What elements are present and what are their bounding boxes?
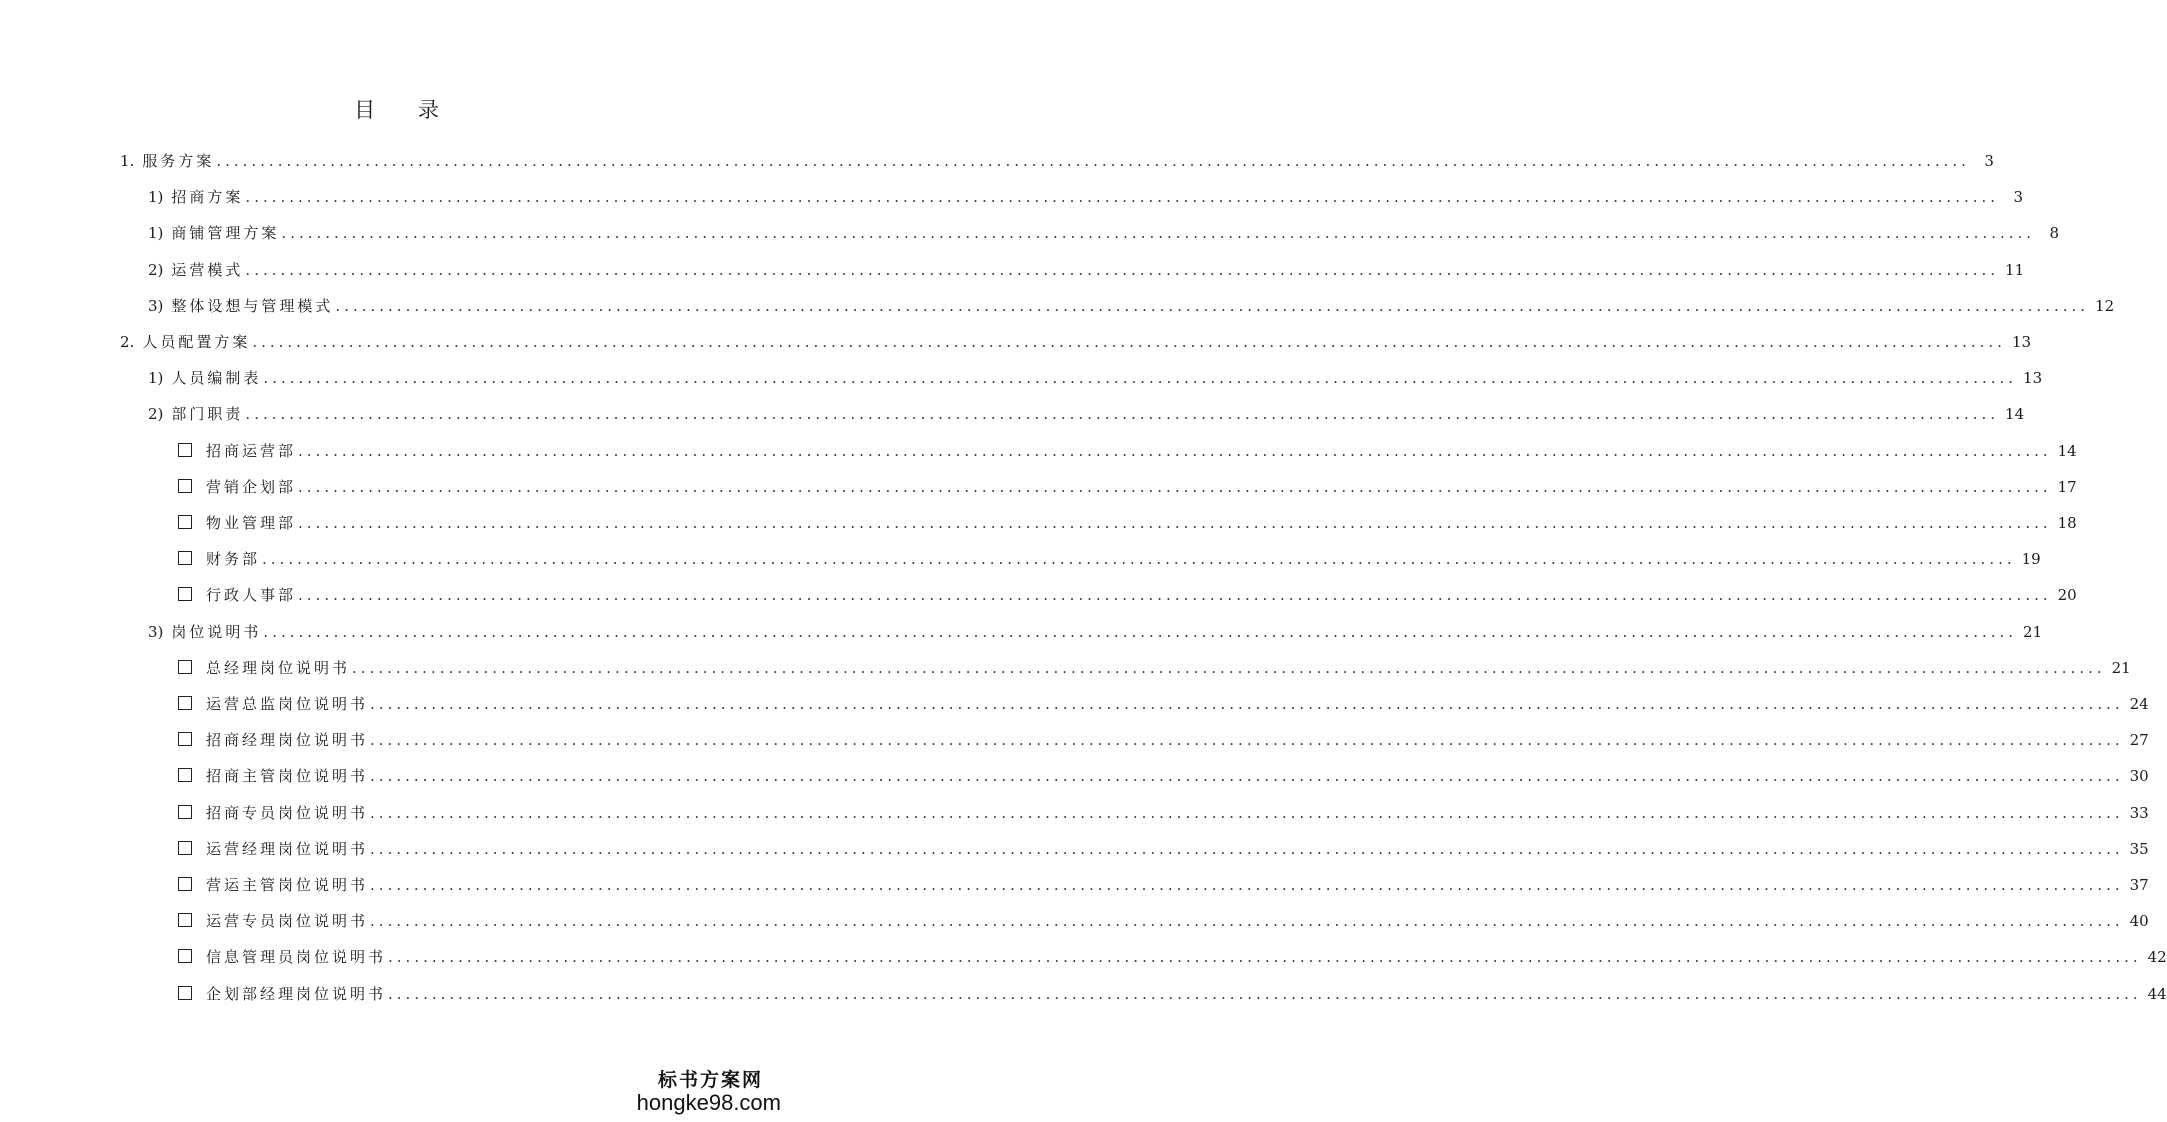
- toc-entry-page: 21: [2023, 622, 2043, 641]
- toc-entry-label: 信息管理员岗位说明书: [206, 948, 387, 967]
- toc-entry-page: 17: [2057, 477, 2077, 496]
- watermark-en: hongke98.com: [636, 1090, 781, 1115]
- toc-entry-page: 30: [2129, 767, 2149, 786]
- checkbox-bullet-icon: [178, 768, 192, 782]
- toc-leader-dots: ........................................................................................................................................................................................................: [245, 188, 2000, 207]
- toc-entry-label: 人员配置方案: [142, 333, 251, 351]
- toc-entry[interactable]: [178, 979, 2167, 1009]
- toc-leader-dots: ........................................................................................................................................................................................................: [352, 658, 2106, 677]
- toc-leader-dots: ........................................................................................................................................................................................................: [298, 514, 2052, 532]
- toc-entry-label: 财务部: [206, 550, 261, 569]
- toc-entry-label: 招商主管岗位说明书: [206, 767, 369, 786]
- toc-entry[interactable]: [178, 580, 2077, 610]
- toc-entry-page: 20: [2057, 586, 2077, 605]
- toc-entry-number: 3): [148, 296, 164, 315]
- toc-entry-page: 21: [2111, 658, 2131, 677]
- toc-entry[interactable]: [148, 218, 2060, 248]
- toc-entry[interactable]: [178, 689, 2149, 719]
- toc-entry-page: 18: [2057, 514, 2077, 532]
- toc-leader-dots: ........................................................................................................................................................................................................: [298, 441, 2052, 460]
- toc-entry-page: 8: [2049, 224, 2060, 243]
- toc-entry-number: 2): [148, 405, 164, 424]
- toc-entry[interactable]: [148, 399, 2025, 429]
- checkbox-bullet-icon: [178, 443, 192, 457]
- toc-entry-page: 3: [2013, 188, 2024, 207]
- toc-entry-page: 24: [2129, 695, 2149, 713]
- toc-entry-label: 企划部经理岗位说明书: [206, 984, 387, 1003]
- toc-entry[interactable]: [120, 146, 1994, 176]
- checkbox-bullet-icon: [178, 551, 192, 565]
- checkbox-bullet-icon: [178, 877, 192, 891]
- toc-entry-page: 14: [2005, 405, 2025, 424]
- toc-leader-dots: ........................................................................................................................................................................................................: [388, 984, 2142, 1003]
- toc-entry-page: 42: [2147, 948, 2167, 967]
- toc-entry-label: 物业管理部: [206, 514, 297, 532]
- toc-entry[interactable]: [178, 942, 2167, 972]
- toc-entry-page: 35: [2129, 839, 2149, 858]
- toc-entry-number: 2.: [120, 333, 135, 351]
- toc-entry-label: 营运主管岗位说明书: [206, 876, 369, 894]
- checkbox-bullet-icon: [178, 913, 192, 927]
- toc-leader-dots: ........................................................................................................................................................................................................: [245, 260, 2000, 279]
- toc-entry-label: 运营专员岗位说明书: [206, 912, 369, 931]
- toc-entry[interactable]: [178, 834, 2149, 864]
- toc-entry-page: 13: [2023, 369, 2043, 388]
- toc-leader-dots: ........................................................................................................................................................................................................: [298, 477, 2052, 496]
- toc-entry-page: 19: [2021, 550, 2041, 569]
- toc-leader-dots: ........................................................................................................................................................................................................: [216, 152, 1970, 170]
- toc-entry[interactable]: [178, 508, 2077, 538]
- checkbox-bullet-icon: [178, 696, 192, 710]
- toc-leader-dots: ........................................................................................................................................................................................................: [252, 333, 2006, 351]
- toc-entry-number: 1.: [120, 152, 135, 170]
- toc-entry-page: 33: [2129, 803, 2149, 822]
- toc-entry[interactable]: [148, 291, 2115, 321]
- toc-entry-label: 招商专员岗位说明书: [206, 803, 369, 822]
- toc-leader-dots: ........................................................................................................................................................................................................: [370, 695, 2124, 713]
- toc-leader-dots: ........................................................................................................................................................................................................: [281, 224, 2036, 243]
- watermark-cn: 标书方案网: [657, 1069, 763, 1091]
- toc-entry-label: 运营模式: [171, 260, 244, 279]
- checkbox-bullet-icon: [178, 949, 192, 963]
- toc-entry[interactable]: [148, 255, 2025, 285]
- toc-entry-label: 运营总监岗位说明书: [206, 695, 369, 713]
- toc-entry[interactable]: [148, 617, 2043, 647]
- checkbox-bullet-icon: [178, 732, 192, 746]
- toc-leader-dots: ........................................................................................................................................................................................................: [263, 369, 2018, 388]
- toc-entry-label: 运营经理岗位说明书: [206, 839, 369, 858]
- toc-entry[interactable]: [178, 436, 2077, 466]
- toc-leader-dots: ........................................................................................................................................................................................................: [262, 550, 2016, 569]
- toc-entry-page: 11: [2005, 260, 2025, 279]
- toc-entry-label: 整体设想与管理模式: [171, 296, 334, 315]
- toc-entry[interactable]: [178, 653, 2131, 683]
- toc-leader-dots: ........................................................................................................................................................................................................: [245, 405, 2000, 424]
- toc-title: 目 录: [354, 98, 457, 122]
- toc-entry[interactable]: [178, 798, 2149, 828]
- toc-entry[interactable]: [178, 761, 2149, 791]
- toc-leader-dots: ........................................................................................................................................................................................................: [370, 803, 2124, 822]
- toc-leader-dots: ........................................................................................................................................................................................................: [335, 296, 2090, 315]
- toc-entry-label: 招商经理岗位说明书: [206, 731, 369, 750]
- toc-leader-dots: ........................................................................................................................................................................................................: [370, 876, 2124, 894]
- toc-entry-label: 招商运营部: [206, 441, 297, 460]
- toc-entry[interactable]: [148, 182, 2024, 212]
- toc-entry[interactable]: [178, 544, 2041, 574]
- toc-entry-number: 2): [148, 260, 164, 279]
- toc-entry-page: 27: [2129, 731, 2149, 750]
- toc-leader-dots: ........................................................................................................................................................................................................: [298, 586, 2052, 605]
- toc-entry-page: 37: [2129, 876, 2149, 894]
- toc-entry-label: 部门职责: [171, 405, 244, 424]
- toc-leader-dots: ........................................................................................................................................................................................................: [263, 622, 2018, 641]
- toc-leader-dots: ........................................................................................................................................................................................................: [370, 731, 2124, 750]
- toc-entry-label: 营销企划部: [206, 477, 297, 496]
- toc-entry-label: 岗位说明书: [171, 622, 262, 641]
- checkbox-bullet-icon: [178, 841, 192, 855]
- checkbox-bullet-icon: [178, 587, 192, 601]
- toc-entry-number: 3): [148, 622, 164, 641]
- toc-entry-label: 总经理岗位说明书: [206, 658, 351, 677]
- toc-entry-number: 1): [148, 188, 164, 207]
- toc-entry[interactable]: [120, 327, 2032, 357]
- toc-entry-label: 招商方案: [171, 188, 244, 207]
- checkbox-bullet-icon: [178, 515, 192, 529]
- toc-leader-dots: ........................................................................................................................................................................................................: [370, 767, 2124, 786]
- toc-entry-page: 14: [2057, 441, 2077, 460]
- toc-leader-dots: ........................................................................................................................................................................................................: [370, 839, 2124, 858]
- toc-entry-page: 3: [1984, 152, 1994, 170]
- toc-entry[interactable]: [178, 906, 2149, 936]
- toc-entry-page: 13: [2011, 333, 2032, 351]
- toc-entry[interactable]: [148, 363, 2043, 393]
- checkbox-bullet-icon: [178, 805, 192, 819]
- toc-entry-page: 44: [2147, 984, 2167, 1003]
- toc-leader-dots: ........................................................................................................................................................................................................: [370, 912, 2124, 931]
- toc-entry-number: 1): [148, 369, 164, 388]
- watermark: [637, 1065, 781, 1116]
- toc-entry-label: 商铺管理方案: [171, 224, 280, 243]
- toc-entry-number: 1): [148, 224, 164, 243]
- toc-leader-dots: ........................................................................................................................................................................................................: [388, 948, 2142, 967]
- toc-entry[interactable]: [178, 725, 2149, 755]
- toc-entry[interactable]: [178, 472, 2077, 502]
- checkbox-bullet-icon: [178, 479, 192, 493]
- checkbox-bullet-icon: [178, 986, 192, 1000]
- toc-entry-page: 12: [2095, 296, 2115, 315]
- toc-entry-label: 行政人事部: [206, 586, 297, 605]
- toc-entry[interactable]: [178, 870, 2149, 900]
- toc-entry-label: 服务方案: [142, 152, 215, 170]
- checkbox-bullet-icon: [178, 660, 192, 674]
- toc-entry-label: 人员编制表: [171, 369, 262, 388]
- toc-entry-page: 40: [2129, 912, 2149, 931]
